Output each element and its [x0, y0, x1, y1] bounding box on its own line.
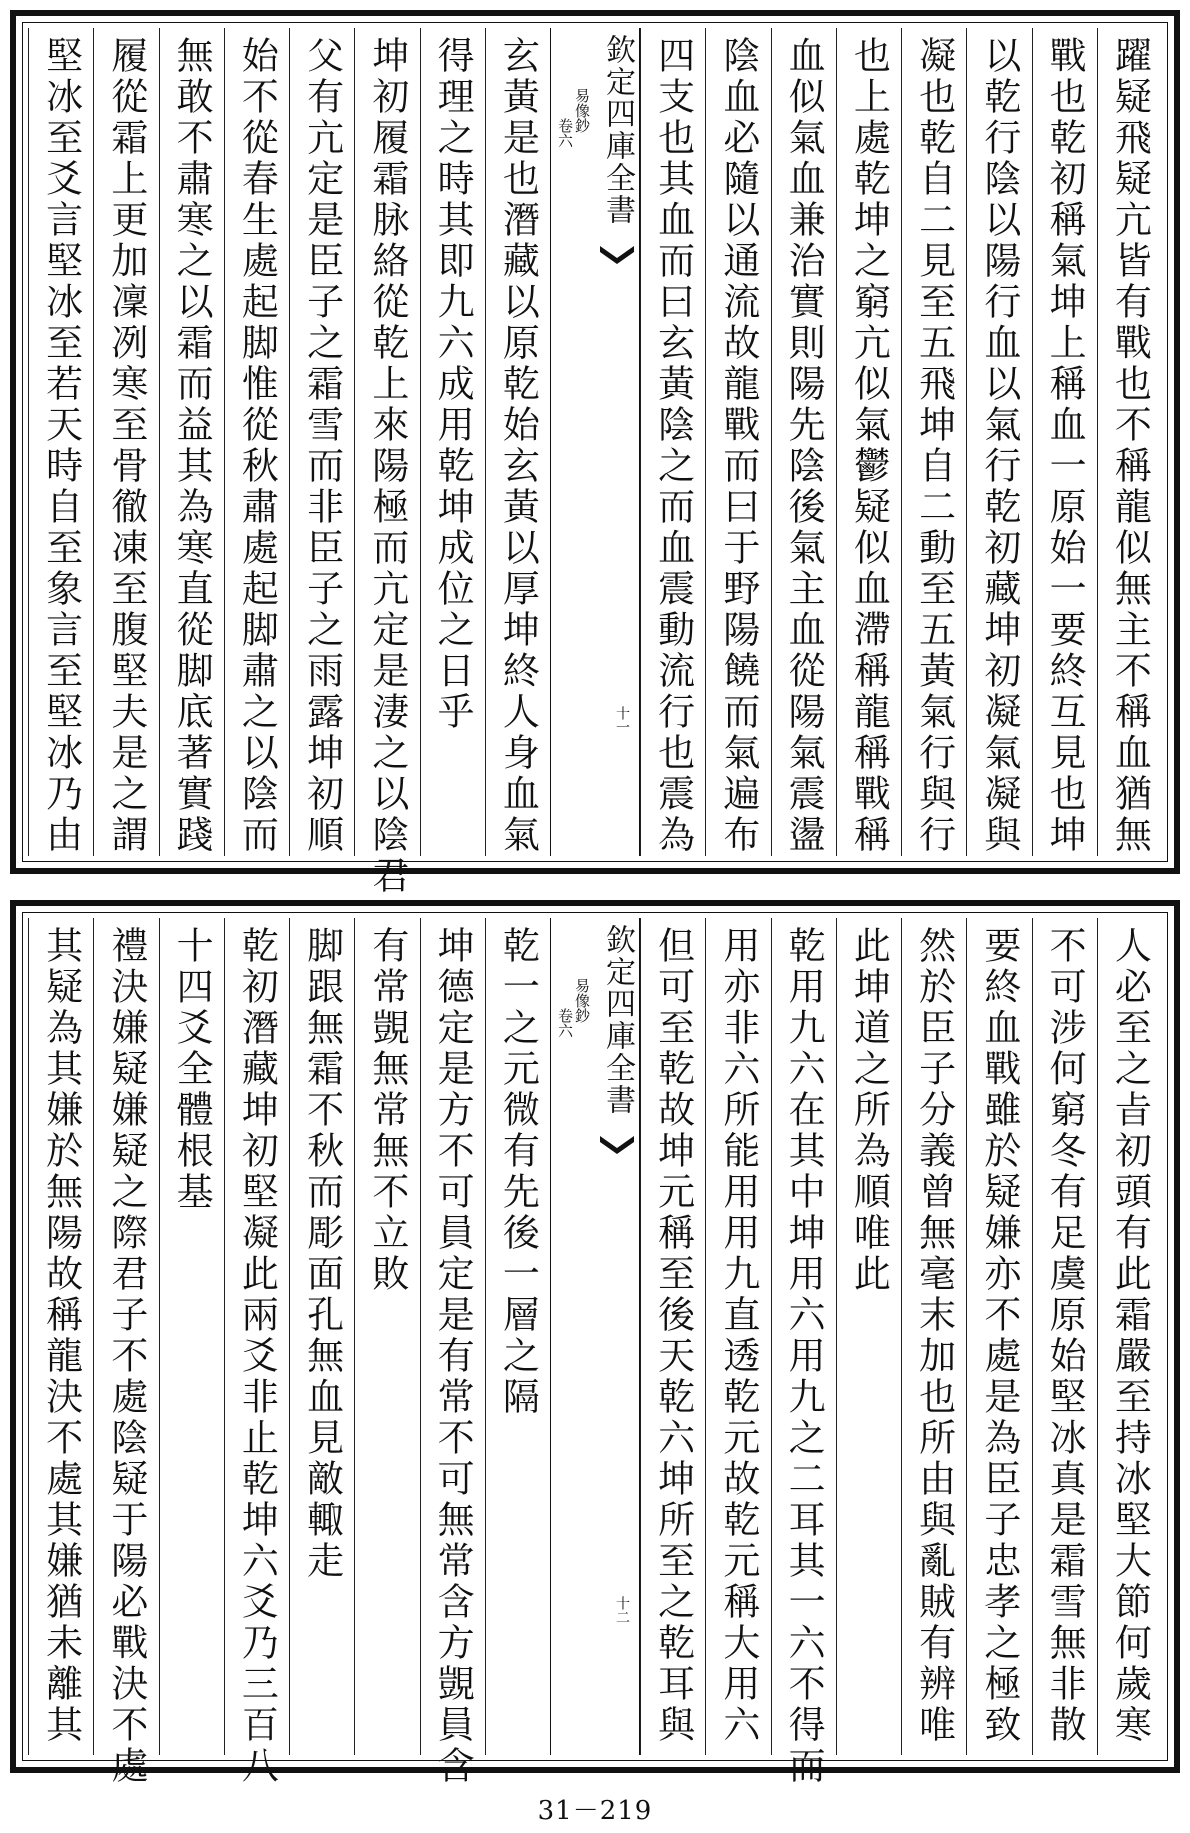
- text-column: 戰也乾初稱氣坤上稱血一原始一要終互見也坤: [1032, 28, 1097, 856]
- fishtail-mark-icon: [600, 1134, 634, 1156]
- text-column: 其疑為其嫌於無陽故稱龍決不處其嫌猶未離其: [28, 918, 93, 1755]
- text-column: 四支也其血而曰玄黃陰之而血震動流行也震為: [640, 28, 705, 856]
- page-number-footer: 31－219: [537, 1796, 653, 1826]
- text-column: 履從霜上更加凜冽寒至骨徹凍至腹堅夫是之謂: [93, 28, 158, 856]
- text-column: 有常覬無常無不立敗: [354, 918, 419, 1755]
- text-column: 用亦非六所能用用九直透乾元故乾元稱大用六: [705, 918, 770, 1755]
- text-column: 得理之時其即九六成用乾坤成位之日乎: [420, 28, 485, 856]
- center-title: 欽定四庫全書: [600, 34, 635, 226]
- text-column: 乾一之元微有先後一層之隔: [485, 918, 550, 1755]
- text-column: 禮決嫌疑嫌疑之際君子不處陰疑于陽必戰決不處: [93, 918, 158, 1755]
- left-half: [28, 918, 550, 1787]
- text-column: 躍疑飛疑亢皆有戰也不稱龍似無主不稱血猶無: [1097, 28, 1162, 856]
- text-column: 脚跟無霜不秋而彫面孔無血見敵輙走: [289, 918, 354, 1755]
- center-volume: 卷六: [556, 118, 574, 148]
- center-fold: [550, 918, 640, 1755]
- text-column: 凝也乾自二見至五飛坤自二動至五黃氣行與行: [901, 28, 966, 856]
- text-column: 十四爻全體根基: [159, 918, 224, 1755]
- center-title: 欽定四庫全書: [600, 924, 635, 1116]
- page-bottom: [10, 900, 1180, 1787]
- text-column: 乾用九六在其中坤用六用九之二耳其一六不得而: [771, 918, 836, 1755]
- text-column: 血似氣血兼治實則陽先陰後氣主血從陽氣震盪: [771, 28, 836, 856]
- leaf-number: 十二: [614, 1596, 630, 1624]
- center-volume: 卷六: [556, 1008, 574, 1038]
- text-column: 無敢不肅寒之以霜而益其為寒直從脚底著實踐: [159, 28, 224, 856]
- text-column: 始不從春生處起脚惟從秋肅處起脚肅之以陰而: [224, 28, 289, 856]
- center-book-title: 易像鈔: [573, 88, 591, 133]
- text-column: 坤初履霜脉絡從乾上來陽極而亢定是淒之以陰君: [354, 28, 419, 856]
- text-column: 坤德定是方不可員定是有常不可無常含方覬員含: [420, 918, 485, 1755]
- text-column: 父有亢定是臣子之霜雪而非臣子之雨露坤初順: [289, 28, 354, 856]
- text-column: 玄黃是也潛藏以原乾始玄黃以厚坤終人身血氣: [485, 28, 550, 856]
- text-column: 堅冰至爻言堅冰至若天時自至象言至堅冰乃由: [28, 28, 93, 856]
- right-half: [640, 28, 1162, 856]
- text-column: 不可涉何窮冬有足虞原始堅冰真是霜雪無非散: [1032, 918, 1097, 1755]
- right-half: [640, 918, 1162, 1787]
- text-column: 也上處乾坤之窮亢似氣鬱疑似血滯稱龍稱戰稱: [836, 28, 901, 856]
- leaf-number: 十一: [614, 706, 630, 734]
- text-column: 要終血戰雖於疑嫌亦不處是為臣子忠孝之極致: [966, 918, 1031, 1755]
- page-top: [10, 10, 1180, 897]
- text-column: 但可至乾故坤元稱至後天乾六坤所至之乾耳與: [640, 918, 705, 1755]
- text-column: 此坤道之所為順唯此: [836, 918, 901, 1755]
- text-column: 然於臣子分義曾無毫末加也所由與亂賊有辨唯: [901, 918, 966, 1755]
- text-column: 以乾行陰以陽行血以氣行乾初藏坤初凝氣凝與: [966, 28, 1031, 856]
- left-half: [28, 28, 550, 897]
- text-column: 陰血必隨以通流故龍戰而曰于野陽饒而氣遍布: [705, 28, 770, 856]
- text-column: 人必至之㫖初頭有此霜嚴至持冰堅大節何歲寒: [1097, 918, 1162, 1755]
- text-column: 乾初潛藏坤初堅凝此兩爻非止乾坤六爻乃三百八: [224, 918, 289, 1755]
- fishtail-mark-icon: [600, 244, 634, 266]
- center-book-title: 易像鈔: [573, 978, 591, 1023]
